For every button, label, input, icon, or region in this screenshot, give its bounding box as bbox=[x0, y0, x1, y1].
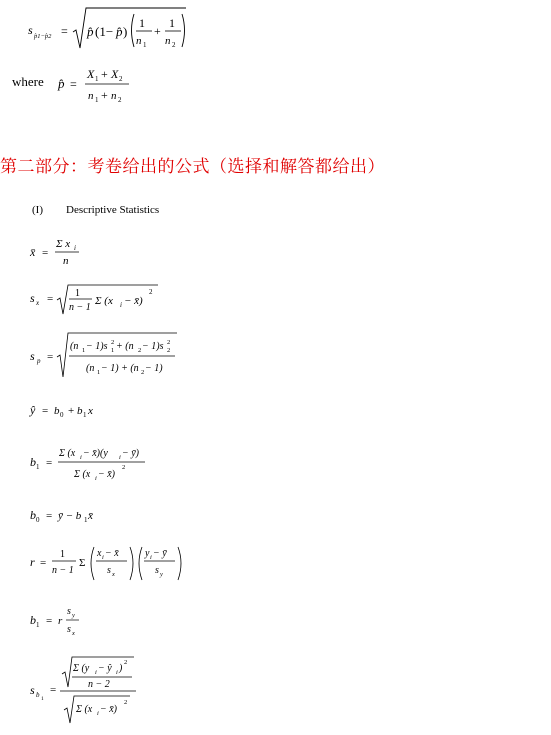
right-big-paren bbox=[182, 14, 185, 47]
x-den-sub: x bbox=[112, 571, 115, 578]
where-label: where bbox=[12, 74, 44, 89]
num-c: + (n bbox=[116, 341, 134, 352]
mean-formula bbox=[30, 236, 100, 268]
n1-sub: 1 bbox=[95, 96, 99, 104]
equals-sign: = bbox=[70, 77, 77, 91]
den-sub1: 1 bbox=[97, 369, 101, 376]
inner-num-mid: − ŷ bbox=[98, 663, 112, 674]
equals-sign: = bbox=[46, 457, 53, 469]
pooled-proportion-formula bbox=[12, 64, 152, 110]
b1: b bbox=[77, 405, 83, 417]
frac-num: 1 bbox=[60, 549, 65, 560]
sigma: Σ bbox=[79, 557, 86, 569]
x-num: x bbox=[97, 548, 102, 559]
n2-sub: 2 bbox=[118, 96, 122, 104]
plus-sign: + bbox=[101, 67, 108, 81]
x-num-end: − x̄ bbox=[105, 548, 119, 559]
den-i: i bbox=[95, 475, 97, 482]
formula-lhs-s: s bbox=[28, 23, 33, 37]
frac2-den-n: n bbox=[165, 35, 171, 47]
lhs: ŷ bbox=[30, 403, 36, 417]
lhs-sub: 0 bbox=[36, 516, 40, 524]
p-hat: p̂ bbox=[87, 24, 94, 39]
lhs-sub: b bbox=[36, 691, 40, 699]
rhs-sub: 1 bbox=[84, 516, 88, 524]
equals-sign: = bbox=[61, 24, 68, 38]
lhs-subsub: 1 bbox=[41, 696, 44, 702]
lhs-sub: 1 bbox=[36, 463, 40, 471]
numerator-sub: i bbox=[74, 244, 76, 252]
equals-sign: = bbox=[46, 615, 53, 627]
exponent: 2 bbox=[149, 288, 153, 296]
equals-sign: = bbox=[47, 293, 54, 305]
x2-sub: 2 bbox=[119, 75, 123, 83]
section-title: Descriptive Statistics bbox=[66, 204, 160, 216]
lhs: s bbox=[30, 683, 35, 697]
p-hat: p̂ bbox=[58, 76, 65, 91]
x: x bbox=[88, 405, 93, 417]
r: r bbox=[58, 615, 63, 627]
frac2-den-sub: 2 bbox=[172, 41, 176, 49]
rhs-end: x̄ bbox=[88, 510, 93, 522]
num-sq1: 2 bbox=[111, 339, 115, 346]
equals-sign: = bbox=[50, 684, 57, 696]
equals-sign: = bbox=[42, 405, 49, 417]
numerator: Σ (x bbox=[59, 448, 76, 459]
inner-num-end: ) bbox=[119, 663, 123, 674]
denominator: n bbox=[63, 255, 69, 267]
den-sub: x bbox=[72, 630, 75, 637]
equals-sign: = bbox=[42, 247, 49, 259]
frac1-num: 1 bbox=[139, 16, 145, 30]
b1-sub: 1 bbox=[83, 411, 87, 419]
y-num-end: − ȳ bbox=[153, 548, 167, 559]
regression-line-formula bbox=[30, 398, 110, 422]
den-sup: 2 bbox=[122, 464, 126, 471]
y-num-i: i bbox=[150, 554, 152, 561]
num-sub2: 2 bbox=[138, 347, 142, 354]
inner-num-i2: i bbox=[116, 669, 118, 676]
section-label bbox=[32, 204, 159, 216]
section-heading: 第二部分：考卷给出的公式（选择和解答都给出） bbox=[0, 157, 385, 177]
x-den: s bbox=[107, 565, 111, 576]
frac-num: 1 bbox=[75, 288, 80, 299]
se-difference-proportions-formula bbox=[28, 6, 198, 54]
frac1-den-sub: 1 bbox=[143, 41, 147, 49]
inner-num-i1: i bbox=[95, 669, 97, 676]
x2: X bbox=[111, 67, 119, 81]
left-paren bbox=[91, 547, 94, 580]
b0-sub: 0 bbox=[60, 411, 64, 419]
num-ssub2: 2 bbox=[167, 347, 171, 354]
close-paren: ) bbox=[123, 24, 128, 39]
outer-den: Σ (x bbox=[76, 704, 93, 715]
numerator: Σ x bbox=[56, 238, 71, 250]
inner-num: Σ (y bbox=[73, 663, 90, 674]
lhs-sub: p bbox=[37, 357, 41, 365]
outer-den-i: i bbox=[97, 710, 99, 717]
inner-den: n − 2 bbox=[88, 679, 110, 690]
num-i2: i bbox=[119, 454, 121, 461]
lhs-sub: 1 bbox=[36, 621, 40, 629]
left-paren bbox=[139, 547, 142, 580]
plus-sign: + bbox=[68, 405, 75, 417]
formula-lhs-subscript: p̂1−p̂2 bbox=[34, 33, 52, 40]
pooled-sd-formula bbox=[30, 330, 190, 380]
slope-formula bbox=[30, 440, 170, 484]
num-d: − 1)s bbox=[142, 341, 164, 352]
x1-sub: 1 bbox=[95, 75, 99, 83]
lhs: b bbox=[30, 455, 36, 469]
num-i1: i bbox=[80, 454, 82, 461]
sum-body: Σ (x bbox=[95, 295, 113, 307]
num-ssub1: 1 bbox=[111, 347, 115, 354]
lhs: s bbox=[30, 349, 35, 363]
left-big-paren bbox=[132, 14, 135, 47]
num-mid: − x̄)(y bbox=[83, 448, 108, 459]
x-num-i: i bbox=[102, 554, 104, 561]
den-end: − x̄) bbox=[98, 469, 116, 480]
frac2-num: 1 bbox=[169, 16, 175, 30]
x1: X bbox=[87, 67, 95, 81]
num-sub1: 1 bbox=[82, 347, 86, 354]
denominator: Σ (x bbox=[74, 469, 91, 480]
outer-den-end: − x̄) bbox=[100, 704, 118, 715]
right-paren bbox=[130, 547, 133, 580]
one-minus: (1− bbox=[95, 24, 114, 39]
num-end: − ȳ) bbox=[122, 448, 140, 459]
lhs-sub: x bbox=[36, 299, 40, 307]
equals-sign: = bbox=[46, 510, 53, 522]
den-a: (n bbox=[86, 363, 95, 374]
lhs: b bbox=[30, 613, 36, 627]
b0: b bbox=[54, 405, 60, 417]
sum-body-tail: − x̄) bbox=[124, 295, 143, 307]
intercept-formula bbox=[30, 504, 110, 528]
den-b: − 1) + (n bbox=[101, 363, 139, 374]
num-sq2: 2 bbox=[167, 339, 171, 346]
frac1-den-n: n bbox=[136, 35, 142, 47]
sum-body-sub: i bbox=[120, 301, 122, 309]
se-slope-formula bbox=[30, 654, 170, 726]
num-b: − 1)s bbox=[86, 341, 108, 352]
section-number: (I) bbox=[32, 204, 43, 216]
outer-den-sup: 2 bbox=[124, 699, 128, 706]
y-num: y bbox=[145, 548, 150, 559]
numerator: s bbox=[67, 606, 71, 617]
lhs: x̄ bbox=[30, 245, 36, 259]
n1: n bbox=[88, 90, 94, 102]
n2: n bbox=[111, 90, 117, 102]
num-a: (n bbox=[70, 341, 79, 352]
lhs: b bbox=[30, 508, 36, 522]
p-hat-2: p̂ bbox=[116, 24, 123, 39]
den-sub2: 2 bbox=[141, 369, 145, 376]
standard-deviation-formula bbox=[30, 282, 170, 318]
inner-num-sup: 2 bbox=[124, 659, 128, 666]
correlation-formula bbox=[30, 542, 190, 588]
equals-sign: = bbox=[40, 557, 47, 569]
den-c: − 1) bbox=[145, 363, 163, 374]
slope-from-r-formula bbox=[30, 602, 110, 642]
lhs: s bbox=[30, 291, 35, 305]
num-sub: y bbox=[72, 612, 75, 619]
lhs: r bbox=[30, 555, 35, 569]
frac-den: n − 1 bbox=[69, 302, 91, 313]
y-den-sub: y bbox=[160, 571, 163, 578]
rhs: ȳ − b bbox=[58, 510, 82, 522]
y-den: s bbox=[155, 565, 159, 576]
right-paren bbox=[178, 547, 181, 580]
frac-den: n − 1 bbox=[52, 565, 74, 576]
equals-sign: = bbox=[47, 351, 54, 363]
denominator: s bbox=[67, 624, 71, 635]
plus-sign: + bbox=[154, 24, 161, 38]
plus-sign: + bbox=[101, 88, 108, 102]
